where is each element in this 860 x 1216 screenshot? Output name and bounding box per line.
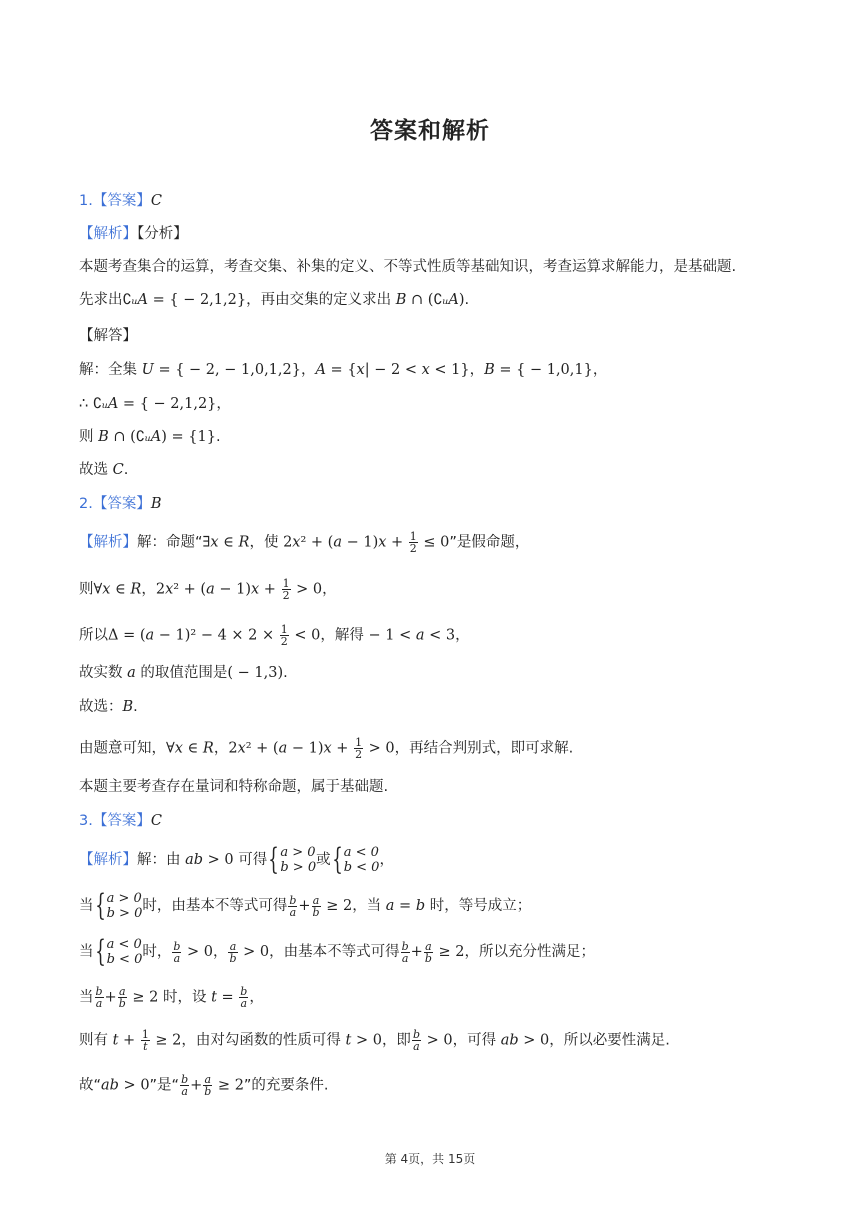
q2-analysis-line-1: 【解析】解：命题“∃x ∈ R，使 2x² + (a − 1)x + $\frac{1}{2}$ ≤ 0”是假命题，	[79, 530, 530, 555]
q2-choice-line: 故选：B.	[79, 699, 138, 715]
q3-conclusion-line: 故“ab > 0”是“ $\frac{b}{a}$ + $\frac{a}{b}$ ≥ 2”的充要条件.	[79, 1073, 329, 1098]
q1-solution-line-3: 则 B ∩ (∁ᵤA) = {1}.	[79, 429, 221, 445]
q1-solution-line-2: ∴ ∁ᵤA = { − 2,1,2}，	[79, 396, 231, 412]
page-footer: 第 4页，共 15页	[384, 1152, 476, 1166]
q2-comment-line: 本题主要考查存在量词和特称命题，属于基础题.	[79, 779, 389, 795]
q3-analysis-line-5: 则有 t + $\frac{1}{t}$ ≥ 2，由对勾函数的性质可得 t > 0，即 $\frac{b}{a}$ > 0，可得 ab > 0，所以必要性满足.	[79, 1028, 670, 1053]
q3-analysis-line-3: 当{ a < 0 b < 0 时， $\frac{b}{a}$ > 0， $\frac{a}{b}$ > 0，由基本不等式可得 $\frac{b}{a}$ + $\frac{a}{b}$ ≥ 2，所以充分性满足；	[79, 934, 595, 969]
q3-analysis-line-4: 当 $\frac{b}{a}$ + $\frac{a}{b}$ ≥ 2 时，设 t = $\frac{b}{a}$ ，	[79, 985, 264, 1010]
q1-analysis-text: 本题考查集合的运算，考查交集、补集的定义、不等式性质等基础知识，考查运算求解能力，是基础题.	[79, 259, 737, 275]
q1-analysis-step: 先求出∁ᵤA = { − 2,1,2}，再由交集的定义求出 B ∩ (∁ᵤA).	[79, 292, 470, 308]
q2-answer-line: 2.【答案】B	[79, 496, 162, 512]
q1-solution-line-1: 解：全集 U = { − 2, − 1,0,1,2}，A = {x| − 2 < x < 1}，B = { − 1,0,1}，	[79, 362, 608, 378]
q2-analysis-line-3: 所以Δ = (a − 1)² − 4 × 2 × $\frac{1}{2}$ < 0，解得 − 1 < a < 3，	[79, 623, 470, 648]
q2-analysis-line-4: 故实数 a 的取值范围是( − 1,3).	[79, 665, 288, 681]
q1-choice-line: 故选 C.	[79, 462, 129, 478]
q1-answer-line: 1.【答案】C	[79, 193, 162, 209]
q3-analysis-line-2: 当{ a > 0 b > 0 时，由基本不等式可得 $\frac{b}{a}$ + $\frac{a}{b}$ ≥ 2，当 a = b 时，等号成立；	[79, 888, 532, 923]
q2-analysis-line-2: 则∀x ∈ R，2x² + (a − 1)x + $\frac{1}{2}$ > 0，	[79, 577, 337, 602]
q2-summary-line: 由题意可知，∀x ∈ R，2x² + (a − 1)x + $\frac{1}{2}$ > 0，再结合判别式，即可求解.	[79, 736, 574, 761]
q1-solution-heading: 【解答】	[79, 328, 137, 344]
q1-analysis-heading: 【解析】【分析】	[79, 226, 188, 242]
page-title: 答案和解析	[370, 118, 490, 144]
q3-answer-line: 3.【答案】C	[79, 813, 162, 829]
q3-analysis-line-1: 【解析】解：由 ab > 0 可得{ a > 0 b > 0 或{ a < 0 b < 0 ，	[79, 842, 394, 877]
